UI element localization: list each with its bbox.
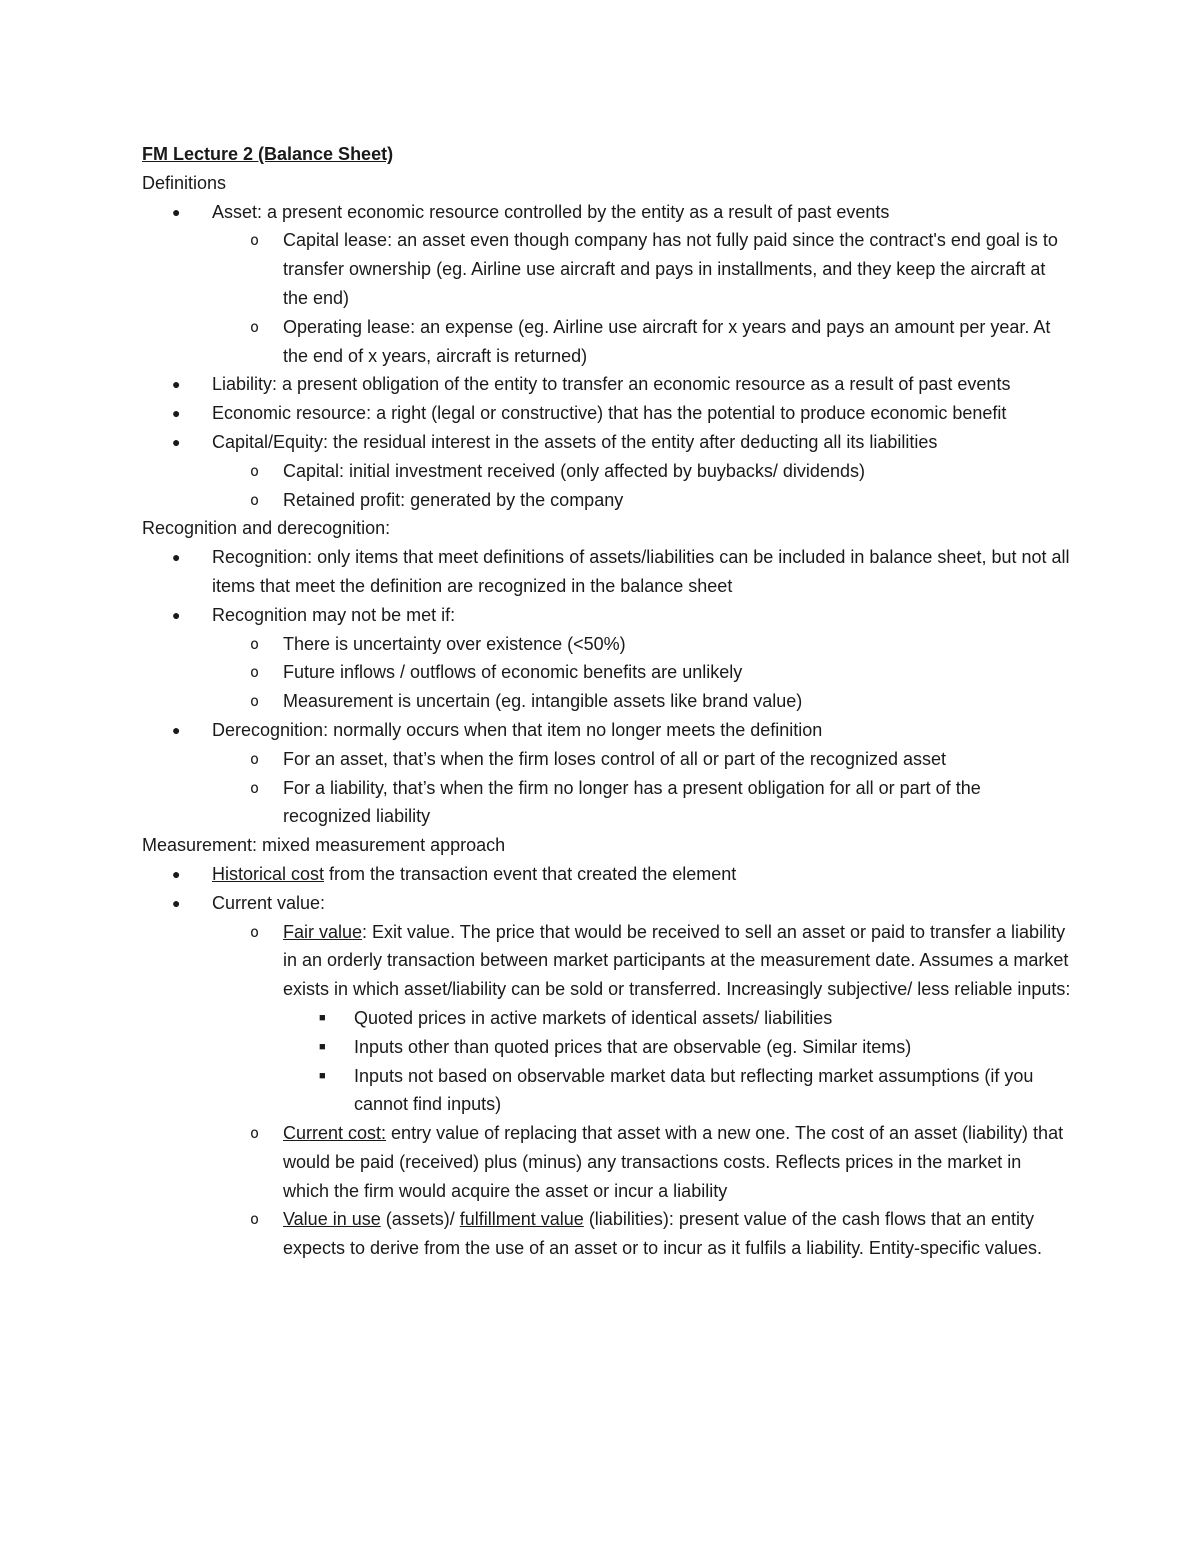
list-item [142, 687, 1072, 716]
list-item [142, 745, 1072, 774]
definitions-list [142, 198, 1072, 515]
section-heading-definitions: Definitions [142, 172, 227, 193]
circle-bullet-icon: o [250, 778, 260, 797]
list-item-text: Capital: initial investment received (only affected by buybacks/ dividends) [283, 460, 865, 481]
circle-bullet-icon: o [250, 231, 260, 250]
circle-bullet-icon: o [250, 922, 260, 941]
square-bullet-icon: ■ [319, 1011, 326, 1024]
list-item-text: Derecognition: normally occurs when that item no longer meets the definition [212, 719, 823, 740]
list-item-text: : Exit value. The price that would be received to sell an asset or paid to transfer a liability in an orderly transaction between market participants at the measurement date. Assumes a market exists in which asset/liability can be sold or transferred. Increasingly subjective/ less reliable inputs: [283, 921, 1071, 1000]
list-item-text: Inputs other than quoted prices that are observable (eg. Similar items) [354, 1036, 912, 1057]
list-item-text: from the transaction event that created the element [324, 863, 737, 884]
list-item [142, 774, 1072, 832]
circle-bullet-icon: o [250, 1124, 260, 1143]
circle-bullet-icon: o [250, 749, 260, 768]
square-bullet-icon: ■ [319, 1040, 326, 1053]
list-item [142, 1033, 1072, 1062]
list-item [142, 889, 1072, 918]
list-item-text: Capital/Equity: the residual interest in the assets of the entity after deducting all its liabilities [212, 431, 938, 452]
list-item [142, 1205, 1072, 1263]
list-item-text: Quoted prices in active markets of identical assets/ liabilities [354, 1007, 833, 1028]
list-item-text: Future inflows / outflows of economic benefits are unlikely [283, 662, 743, 683]
bullet-icon: ● [172, 721, 181, 738]
list-item-text: Asset: a present economic resource controlled by the entity as a result of past events [212, 201, 890, 222]
list-item-text: Liability: a present obligation of the entity to transfer an economic resource as a result of past events [212, 374, 1011, 395]
list-item [142, 1062, 1072, 1120]
list-item-text: Recognition may not be met if: [212, 604, 456, 625]
bullet-icon: ● [172, 549, 181, 566]
circle-bullet-icon: o [250, 317, 260, 336]
document-page [142, 140, 1072, 1263]
bullet-icon: ● [172, 405, 181, 422]
bullet-icon: ● [172, 376, 181, 393]
list-item-text: Capital lease: an asset even though company has not fully paid since the contract's end goal is to transfer ownership (eg. Airline use aircraft and pays in installments, and they keep the aircraft at the end) [283, 230, 1058, 308]
bullet-icon: ● [172, 865, 181, 882]
list-item-text: For an asset, that’s when the firm loses control of all or part of the recognized asset [283, 748, 947, 769]
measurement-list [142, 860, 1072, 1263]
list-item [142, 658, 1072, 687]
square-bullet-icon: ■ [319, 1069, 326, 1082]
list-item-text: For a liability, that’s when the firm no longer has a present obligation for all or part of the recognized liability [283, 777, 981, 827]
list-item [142, 716, 1072, 745]
circle-bullet-icon: o [250, 634, 260, 653]
circle-bullet-icon: o [250, 663, 260, 682]
recognition-list [142, 543, 1072, 831]
list-item-text: Current value: [212, 892, 326, 913]
underlined-term: Value in use [283, 1209, 381, 1230]
section-heading-recognition: Recognition and derecognition: [142, 518, 391, 539]
list-item [142, 486, 1072, 515]
section-heading-measurement: Measurement: mixed measurement approach [142, 835, 506, 856]
bullet-icon: ● [172, 433, 181, 450]
list-item [142, 1004, 1072, 1033]
list-item [142, 860, 1072, 889]
list-item-text: Economic resource: a right (legal or constructive) that has the potential to produce economic benefit [212, 403, 1007, 424]
list-item-text: There is uncertainty over existence (<50%) [283, 633, 626, 654]
list-item [142, 428, 1072, 457]
bullet-icon: ● [172, 203, 181, 220]
list-item [142, 198, 1072, 227]
circle-bullet-icon: o [250, 490, 260, 509]
bullet-icon: ● [172, 894, 181, 911]
underlined-term: Historical cost [212, 863, 325, 884]
circle-bullet-icon: o [250, 1210, 260, 1229]
list-item [142, 370, 1072, 399]
circle-bullet-icon: o [250, 692, 260, 711]
list-item [142, 313, 1072, 371]
list-item-text: Retained profit: generated by the company [283, 489, 624, 510]
underlined-term: Fair value [283, 921, 363, 942]
list-item [142, 918, 1072, 1004]
underlined-term: fulfillment value [459, 1209, 584, 1230]
list-item-text: Inputs not based on observable market data but reflecting market assumptions (if you cannot find inputs) [354, 1065, 1034, 1115]
list-item [142, 399, 1072, 428]
underlined-term: Current cost: [283, 1123, 387, 1144]
list-item [142, 630, 1072, 659]
circle-bullet-icon: o [250, 461, 260, 480]
list-item [142, 601, 1072, 630]
list-item [142, 457, 1072, 486]
bullet-icon: ● [172, 606, 181, 623]
list-item [142, 543, 1072, 601]
list-item [142, 226, 1072, 312]
list-item [142, 1119, 1072, 1205]
list-item-text: Operating lease: an expense (eg. Airline use aircraft for x years and pays an amount per year. At the end of x years, aircraft is returned) [283, 316, 1051, 366]
list-item-text: (liabilities): present value of the cash flows that an entity expects to derive from the use of an asset or to incur as it fulfils a liability. Entity-specific values. [283, 1209, 1042, 1259]
document-title: FM Lecture 2 (Balance Sheet) [142, 144, 394, 164]
list-item-text: Measurement is uncertain (eg. intangible assets like brand value) [283, 691, 803, 712]
list-item-text: entry value of replacing that asset with a new one. The cost of an asset (liability) that would be paid (received) plus (minus) any transactions costs. Reflects prices in the market in which the firm would acquire the asset or incur a liability [283, 1123, 1064, 1201]
list-item-text: Recognition: only items that meet definitions of assets/liabilities can be included in balance sheet, but not all items that meet the definition are recognized in the balance sheet [212, 547, 1070, 596]
list-item-text: (assets)/ [380, 1209, 460, 1230]
